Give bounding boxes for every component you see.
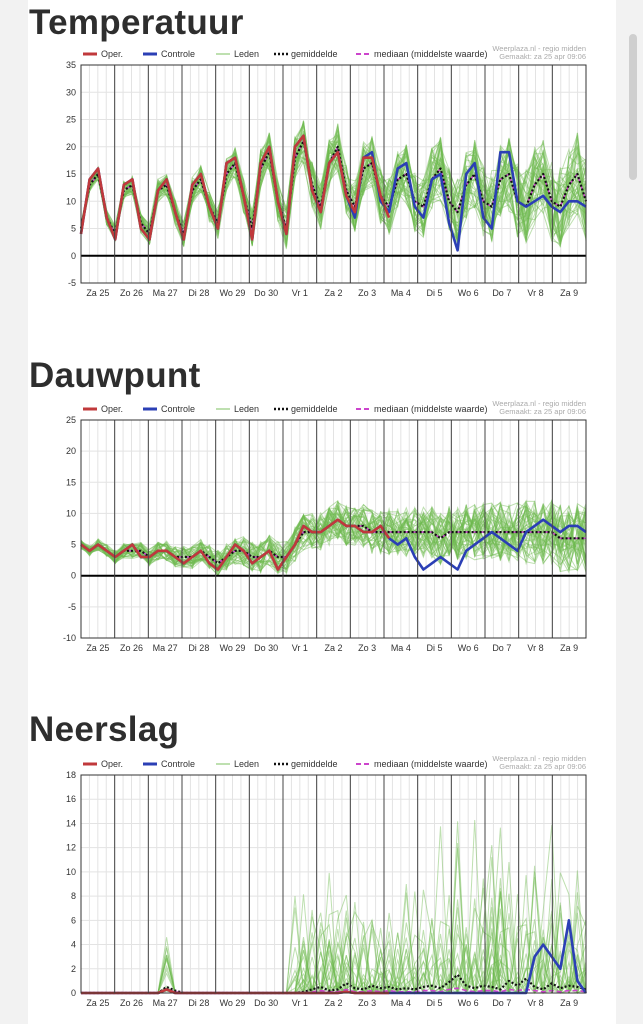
x-tick-label: Ma 27 <box>152 288 178 298</box>
y-tick-label: 0 <box>70 570 76 581</box>
y-tick-label: 20 <box>65 446 76 457</box>
x-tick-label: Za 25 <box>86 288 110 298</box>
x-tick-label: Do 7 <box>492 998 512 1008</box>
x-tick-label: Do 7 <box>492 643 512 653</box>
x-tick-label: Di 5 <box>426 288 443 298</box>
y-tick-label: 0 <box>70 250 76 261</box>
x-tick-label: Ma 27 <box>152 998 178 1008</box>
legend-oper-label: Oper. <box>101 404 124 414</box>
credit-made: Gemaakt: za 25 apr 09:06 <box>499 407 586 416</box>
x-tick-label: Ma 4 <box>390 998 411 1008</box>
precipitation-chart <box>28 754 594 1008</box>
x-tick-label: Zo 3 <box>358 288 377 298</box>
legend-controle-label: Controle <box>161 759 196 769</box>
x-tick-label: Za 2 <box>324 288 343 298</box>
credit-source: Weerplaza.nl - regio midden <box>492 44 586 53</box>
legend-gemiddelde-label: gemiddelde <box>291 759 338 769</box>
credit-made: Gemaakt: za 25 apr 09:06 <box>499 762 586 771</box>
legend-controle-label: Controle <box>161 49 196 59</box>
y-tick-label: 20 <box>65 141 76 152</box>
x-tick-label: Do 7 <box>492 288 512 298</box>
y-tick-label: 10 <box>65 866 76 877</box>
legend-leden-label: Leden <box>234 759 260 769</box>
x-tick-label: Za 25 <box>86 643 110 653</box>
x-tick-label: Do 30 <box>254 288 279 298</box>
x-tick-label: Zo 26 <box>119 643 144 653</box>
x-tick-label: Zo 3 <box>358 998 377 1008</box>
x-tick-label: Wo 29 <box>219 643 246 653</box>
x-tick-label: Za 9 <box>560 998 579 1008</box>
credit-source: Weerplaza.nl - regio midden <box>492 399 586 408</box>
y-tick-label: 5 <box>70 223 76 234</box>
y-tick-label: 12 <box>65 842 76 853</box>
x-tick-label: Vr 8 <box>527 643 544 653</box>
x-tick-label: Vr 8 <box>527 288 544 298</box>
legend-mediaan-label: mediaan (middelste waarde) <box>374 404 488 414</box>
x-tick-label: Zo 3 <box>358 643 377 653</box>
scrollbar[interactable] <box>629 34 637 180</box>
y-tick-label: -10 <box>62 633 76 643</box>
x-tick-label: Za 25 <box>86 998 110 1008</box>
x-tick-label: Zo 26 <box>119 288 144 298</box>
y-tick-label: 16 <box>65 794 76 805</box>
legend-gemiddelde-label: gemiddelde <box>291 404 338 414</box>
y-tick-label: 15 <box>65 477 76 488</box>
x-tick-label: Ma 27 <box>152 643 178 653</box>
legend-leden-label: Leden <box>234 404 260 414</box>
x-tick-label: Do 30 <box>254 998 279 1008</box>
y-tick-label: 25 <box>65 415 76 425</box>
x-tick-label: Di 28 <box>188 643 210 653</box>
legend-leden-label: Leden <box>234 49 260 59</box>
legend-oper-label: Oper. <box>101 49 124 59</box>
y-tick-label: 8 <box>70 891 76 902</box>
x-tick-label: Wo 6 <box>457 288 479 298</box>
x-tick-label: Za 2 <box>324 998 343 1008</box>
y-tick-label: -5 <box>67 601 76 612</box>
y-tick-label: 35 <box>65 60 76 70</box>
y-tick-label: 4 <box>70 939 76 950</box>
x-tick-label: Za 9 <box>560 643 579 653</box>
temperature-chart <box>28 45 594 300</box>
x-tick-label: Vr 1 <box>291 998 308 1008</box>
x-tick-label: Wo 6 <box>457 998 479 1008</box>
x-tick-label: Za 2 <box>324 643 343 653</box>
credit-made: Gemaakt: za 25 apr 09:06 <box>499 52 586 61</box>
x-tick-label: Vr 1 <box>291 288 308 298</box>
y-tick-label: 0 <box>70 988 76 998</box>
x-tick-label: Di 5 <box>426 643 443 653</box>
x-tick-label: Za 9 <box>560 288 579 298</box>
legend-controle-label: Controle <box>161 404 196 414</box>
dewpoint-chart <box>28 400 594 655</box>
x-tick-label: Ma 4 <box>390 288 411 298</box>
y-tick-label: 2 <box>70 963 76 974</box>
y-tick-label: 5 <box>70 539 76 550</box>
y-tick-label: 14 <box>65 818 76 829</box>
legend-mediaan-label: mediaan (middelste waarde) <box>374 759 488 769</box>
x-tick-label: Vr 8 <box>527 998 544 1008</box>
x-tick-label: Wo 29 <box>219 998 246 1008</box>
x-tick-label: Zo 26 <box>119 998 144 1008</box>
legend-oper-label: Oper. <box>101 759 124 769</box>
legend-mediaan-label: mediaan (middelste waarde) <box>374 49 488 59</box>
y-tick-label: 30 <box>65 87 76 98</box>
x-tick-label: Vr 1 <box>291 643 308 653</box>
heading-dewpoint: Dauwpunt <box>29 356 201 395</box>
x-tick-label: Do 30 <box>254 643 279 653</box>
heading-temperature: Temperatuur <box>29 3 244 42</box>
credit-source: Weerplaza.nl - regio midden <box>492 754 586 763</box>
y-tick-label: -5 <box>67 278 76 288</box>
heading-precipitation: Neerslag <box>29 710 180 749</box>
y-tick-label: 25 <box>65 114 76 125</box>
x-tick-label: Di 28 <box>188 288 210 298</box>
x-tick-label: Di 28 <box>188 998 210 1008</box>
legend-gemiddelde-label: gemiddelde <box>291 49 338 59</box>
y-tick-label: 10 <box>65 508 76 519</box>
x-tick-label: Wo 6 <box>457 643 479 653</box>
y-tick-label: 15 <box>65 169 76 179</box>
y-tick-label: 18 <box>65 770 76 780</box>
x-tick-label: Di 5 <box>426 998 443 1008</box>
y-tick-label: 10 <box>65 196 76 207</box>
x-tick-label: Wo 29 <box>219 288 246 298</box>
x-tick-label: Ma 4 <box>390 643 411 653</box>
y-tick-label: 6 <box>70 915 76 926</box>
